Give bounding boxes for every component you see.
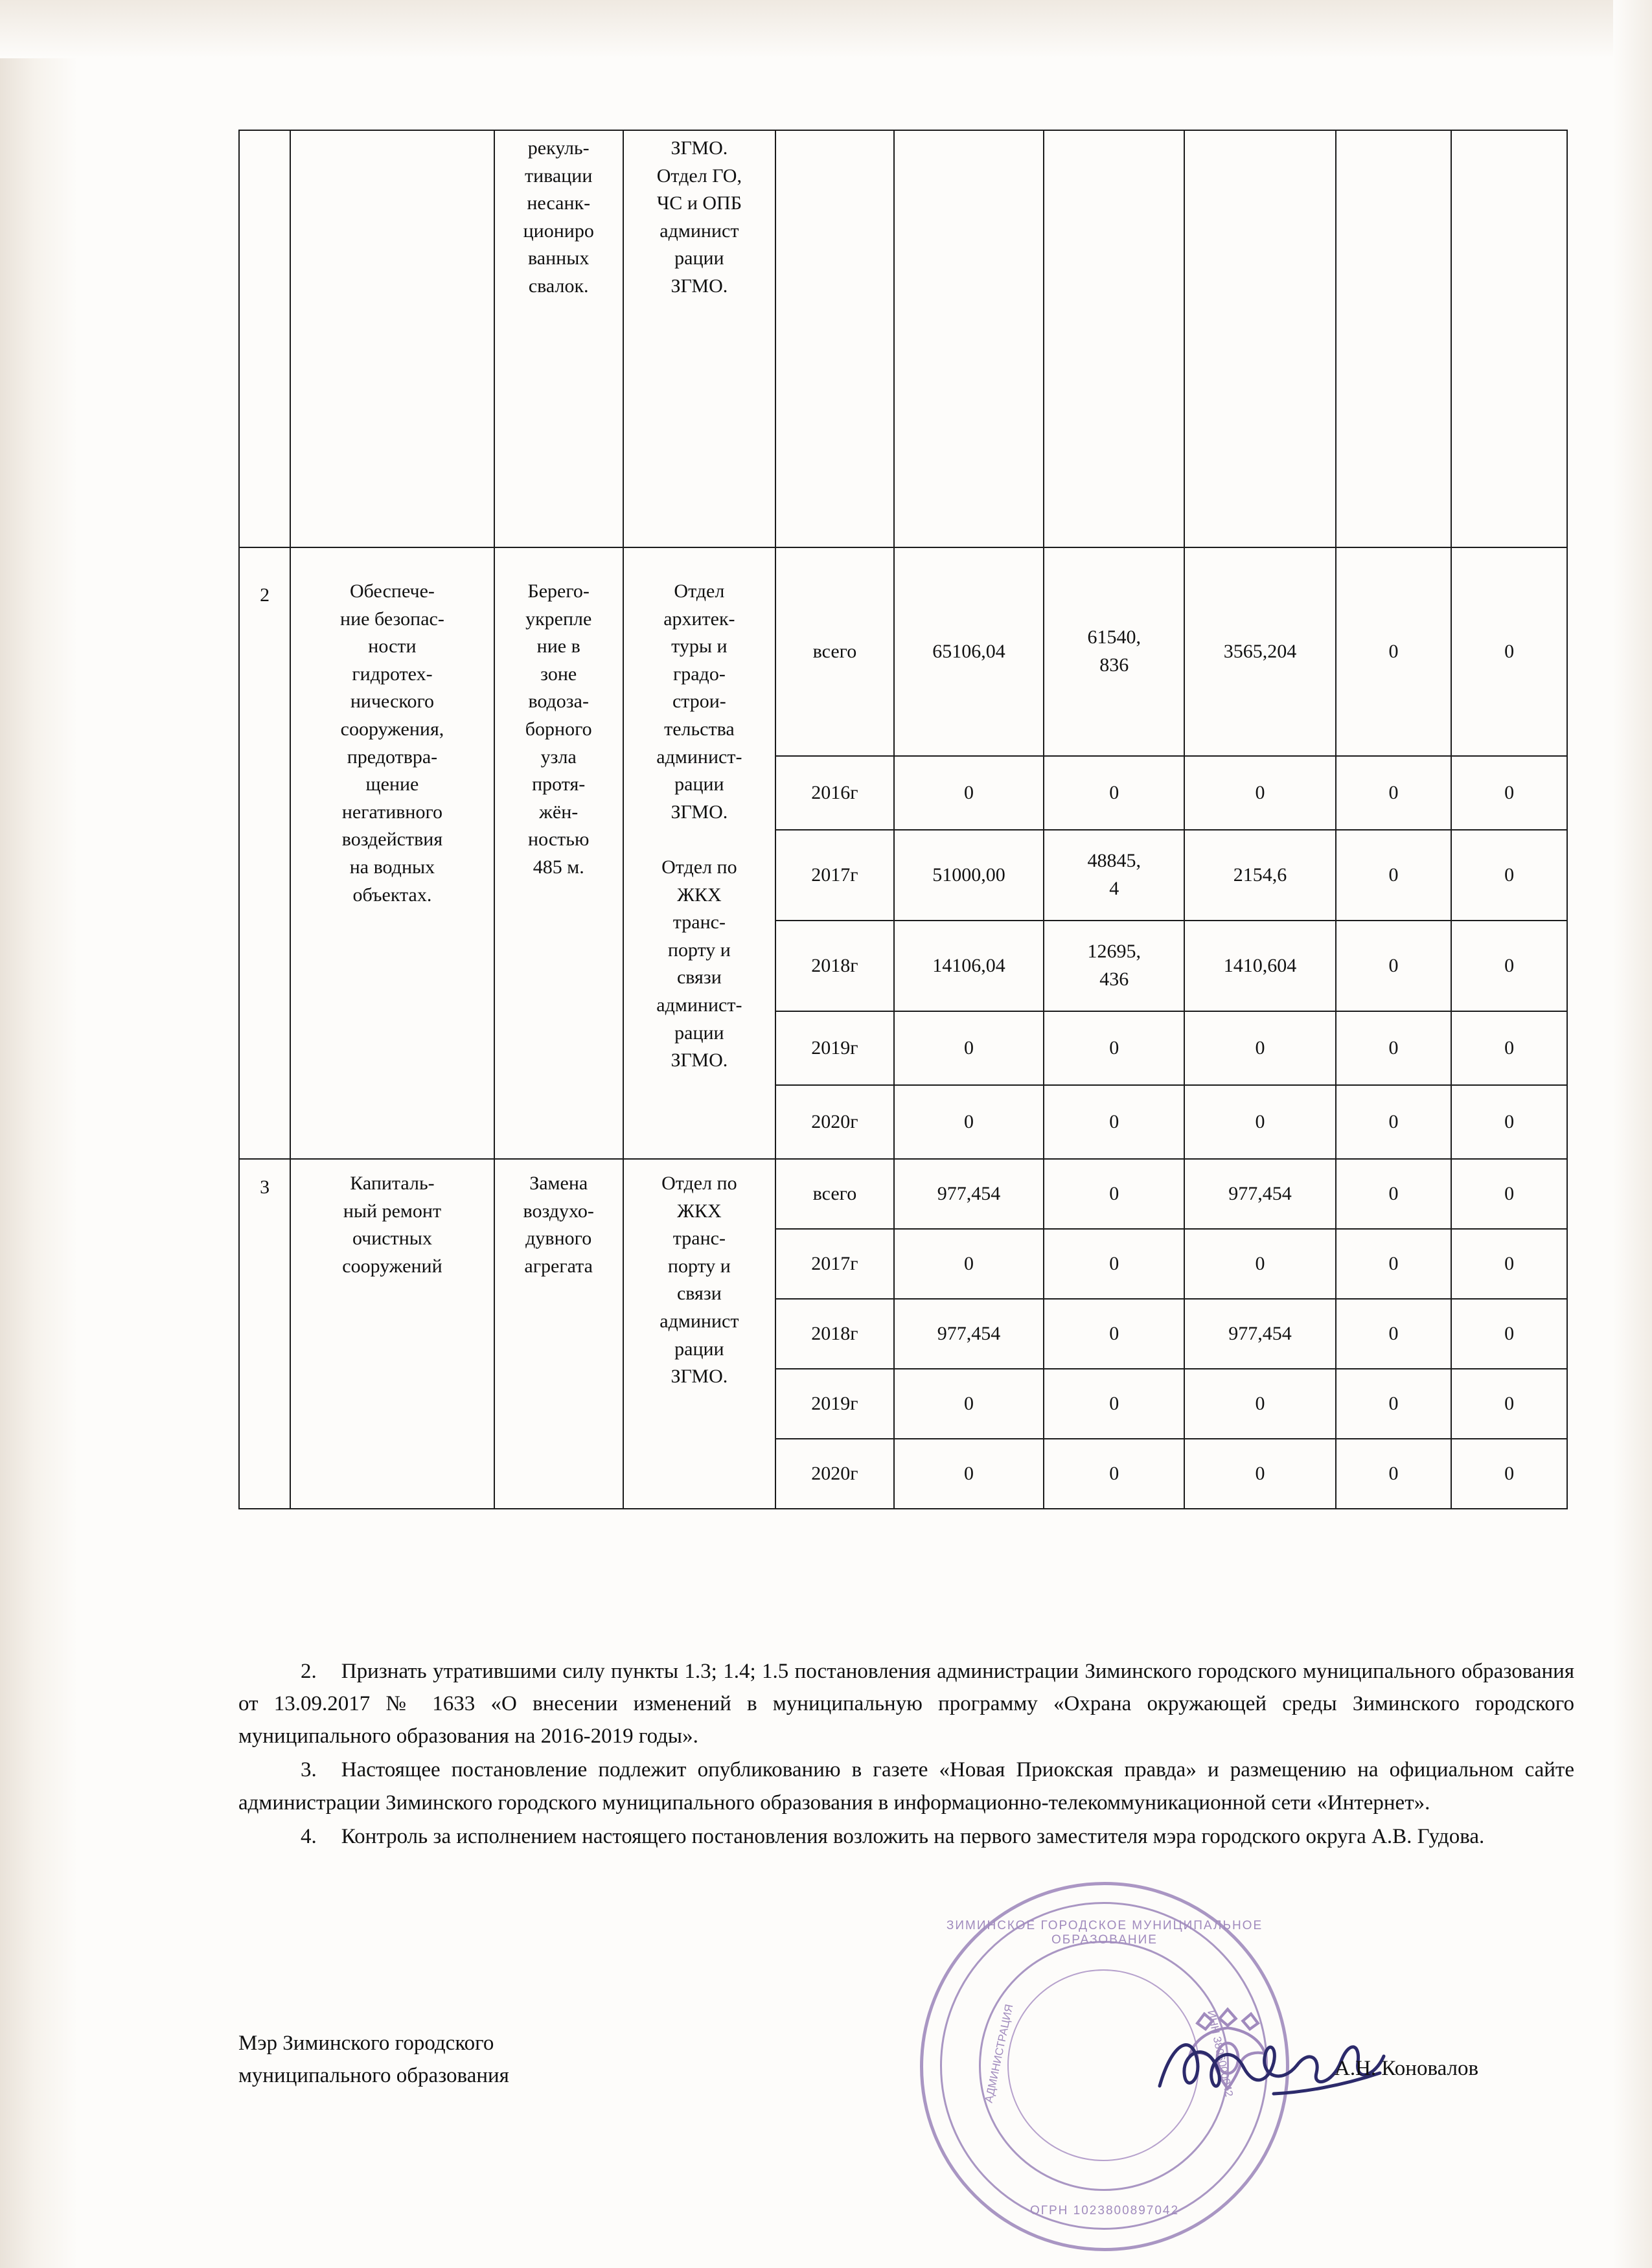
table-row (239, 547, 1567, 756)
cell-year: 2017г (775, 1229, 894, 1299)
cell-funding-f: 0 (1044, 1369, 1184, 1439)
paragraph-4 (238, 1820, 1574, 1853)
cell-funding-f: 0 (1044, 756, 1184, 830)
cell-funding-f: 12695, 436 (1044, 921, 1184, 1011)
cell-executor: Отдел архитек- туры и градо- строи- тельства админист- рации ЗГМО. Отдел по ЖКХ транс- порту и связи админист- рации ЗГМО. (623, 547, 775, 1159)
seal-ring-2 (940, 1902, 1268, 2230)
cell-total: 14106,04 (894, 921, 1044, 1011)
cell-year: 2016г (775, 756, 894, 830)
paragraph-4-number: 4. (301, 1824, 317, 1848)
cell-measure-detail: Берего- укрепле ние в зоне водоза- борного узла протя- жён- ностью 485 м. (494, 547, 623, 1159)
cell-funding-g: 0 (1184, 1011, 1335, 1085)
cell-total: 0 (894, 1369, 1044, 1439)
seal-ring-4 (1007, 1969, 1199, 2161)
cell-year: всего (775, 1159, 894, 1229)
cell-funding-g (1184, 130, 1335, 547)
paragraph-2-text: Признать утратившими силу пункты 1.3; 1.4; 1.5 постановления администрации Зиминского городского муниципального образования от 13.09.2017 № 1633 «О внесении изменений в муниципальную программу «Охрана окружающей среды Зиминского городского муниципального образования на 2016-2019 годы». (238, 1660, 1574, 1748)
cell-funding-g: 1410,604 (1184, 921, 1335, 1011)
cell-funding-h: 0 (1336, 921, 1452, 1011)
paragraph-2 (238, 1655, 1574, 1752)
cell-year: 2019г (775, 1011, 894, 1085)
cell-total: 977,454 (894, 1159, 1044, 1229)
paragraph-3 (238, 1754, 1574, 1818)
official-seal-stamp (920, 1882, 1289, 2251)
cell-funding-g: 0 (1184, 756, 1335, 830)
cell-row-number (239, 130, 290, 547)
cell-funding-f: 0 (1044, 1229, 1184, 1299)
program-measures-table (238, 130, 1568, 1509)
paragraph-4-text: Контроль за исполнением настоящего постановления возложить на первого заместителя мэра городского округа А.В. Гудова. (341, 1824, 1485, 1848)
scan-shadow-top (0, 0, 1652, 58)
cell-funding-h: 0 (1336, 547, 1452, 756)
cell-funding-h: 0 (1336, 756, 1452, 830)
cell-funding-h: 0 (1336, 830, 1452, 921)
cell-funding-g: 0 (1184, 1369, 1335, 1439)
cell-funding-g: 0 (1184, 1085, 1335, 1159)
cell-funding-i: 0 (1451, 830, 1567, 921)
paragraph-2-number: 2. (301, 1660, 317, 1683)
cell-funding-g: 0 (1184, 1229, 1335, 1299)
cell-funding-i: 0 (1451, 756, 1567, 830)
seal-ring-3 (979, 1941, 1229, 2191)
cell-funding-h: 0 (1336, 1439, 1452, 1509)
cell-funding-h: 0 (1336, 1229, 1452, 1299)
cell-total: 977,454 (894, 1299, 1044, 1369)
cell-year: всего (775, 547, 894, 756)
cell-year: 2020г (775, 1085, 894, 1159)
cell-executor: ЗГМО. Отдел ГО, ЧС и ОПБ админист рации ЗГМО. (623, 130, 775, 547)
table-row (239, 130, 1567, 547)
cell-total: 0 (894, 756, 1044, 830)
seal-right-text: ИНН 3806000042 (1205, 2009, 1235, 2098)
cell-funding-i: 0 (1451, 547, 1567, 756)
table-row (239, 1159, 1567, 1229)
cell-total: 0 (894, 1085, 1044, 1159)
cell-funding-g: 2154,6 (1184, 830, 1335, 921)
cell-measure-name: Капиталь- ный ремонт очистных сооружений (290, 1159, 494, 1509)
cell-funding-f: 0 (1044, 1439, 1184, 1509)
scan-shadow-right (1613, 0, 1652, 2268)
cell-funding-i: 0 (1451, 1011, 1567, 1085)
cell-row-number: 3 (239, 1159, 290, 1509)
cell-year: 2018г (775, 1299, 894, 1369)
cell-funding-i: 0 (1451, 1299, 1567, 1369)
cell-measure-name: Обеспече- ние безопас- ности гидротех- нического сооружения, предотвра- щение негативного воздействия на водных объектах. (290, 547, 494, 1159)
coat-of-arms-icon (1046, 1995, 1409, 2112)
cell-executor: Отдел по ЖКХ транс- порту и связи админист рации ЗГМО. (623, 1159, 775, 1509)
cell-measure-name (290, 130, 494, 547)
cell-funding-h: 0 (1336, 1299, 1452, 1369)
cell-funding-f: 0 (1044, 1085, 1184, 1159)
cell-year: 2017г (775, 830, 894, 921)
cell-funding-i: 0 (1451, 1439, 1567, 1509)
cell-funding-h: 0 (1336, 1085, 1452, 1159)
scan-shadow-left (0, 0, 78, 2268)
cell-funding-f: 61540, 836 (1044, 547, 1184, 756)
cell-year: 2019г (775, 1369, 894, 1439)
cell-funding-g: 0 (1184, 1439, 1335, 1509)
cell-total: 0 (894, 1011, 1044, 1085)
cell-funding-g: 977,454 (1184, 1159, 1335, 1229)
cell-year: 2020г (775, 1439, 894, 1509)
seal-top-text: ЗИМИНСКОЕ ГОРОДСКОЕ МУНИЦИПАЛЬНОЕ ОБРАЗОВАНИЕ (946, 1919, 1263, 1947)
cell-total: 65106,04 (894, 547, 1044, 756)
cell-funding-h: 0 (1336, 1011, 1452, 1085)
cell-funding-f: 0 (1044, 1159, 1184, 1229)
cell-funding-g: 977,454 (1184, 1299, 1335, 1369)
cell-funding-f: 0 (1044, 1299, 1184, 1369)
signer-name: А.Н. Коновалов (1335, 2057, 1479, 2080)
cell-funding-g: 3565,204 (1184, 547, 1335, 756)
cell-row-number: 2 (239, 547, 290, 1159)
cell-funding-h (1336, 130, 1452, 547)
signer-title (238, 2028, 731, 2092)
cell-funding-i: 0 (1451, 1369, 1567, 1439)
paragraph-3-text: Настоящее постановление подлежит опубликованию в газете «Новая Приокская правда» и размещению на официальном сайте администрации Зиминского городского муниципального образования в информационно-телекоммуникационной сети «Интернет». (238, 1758, 1574, 1815)
cell-funding-h: 0 (1336, 1369, 1452, 1439)
cell-year: 2018г (775, 921, 894, 1011)
signer-title-line-2: муниципального образования (238, 2063, 509, 2087)
cell-total: 0 (894, 1439, 1044, 1509)
cell-funding-f: 0 (1044, 1011, 1184, 1085)
cell-total: 0 (894, 1229, 1044, 1299)
cell-funding-f (1044, 130, 1184, 547)
cell-funding-i (1451, 130, 1567, 547)
paragraph-3-number: 3. (301, 1758, 317, 1782)
signer-title-line-1: Мэр Зиминского городского (238, 2032, 494, 2055)
cell-funding-i: 0 (1451, 1229, 1567, 1299)
cell-funding-i: 0 (1451, 921, 1567, 1011)
cell-year (775, 130, 894, 547)
cell-funding-i: 0 (1451, 1159, 1567, 1229)
cell-funding-f: 48845, 4 (1044, 830, 1184, 921)
cell-total (894, 130, 1044, 547)
cell-total: 51000,00 (894, 830, 1044, 921)
seal-bottom-text: ОГРН 1023800897042 (1029, 2204, 1180, 2217)
cell-measure-detail: Замена воздухо- дувного агрегата (494, 1159, 623, 1509)
resolution-paragraphs (238, 1655, 1574, 1854)
cell-funding-h: 0 (1336, 1159, 1452, 1229)
cell-funding-i: 0 (1451, 1085, 1567, 1159)
seal-left-text: АДМИНИСТРАЦИЯ (982, 2003, 1016, 2104)
cell-measure-detail: рекуль- тивации несанк- циониро ванных свалок. (494, 130, 623, 547)
